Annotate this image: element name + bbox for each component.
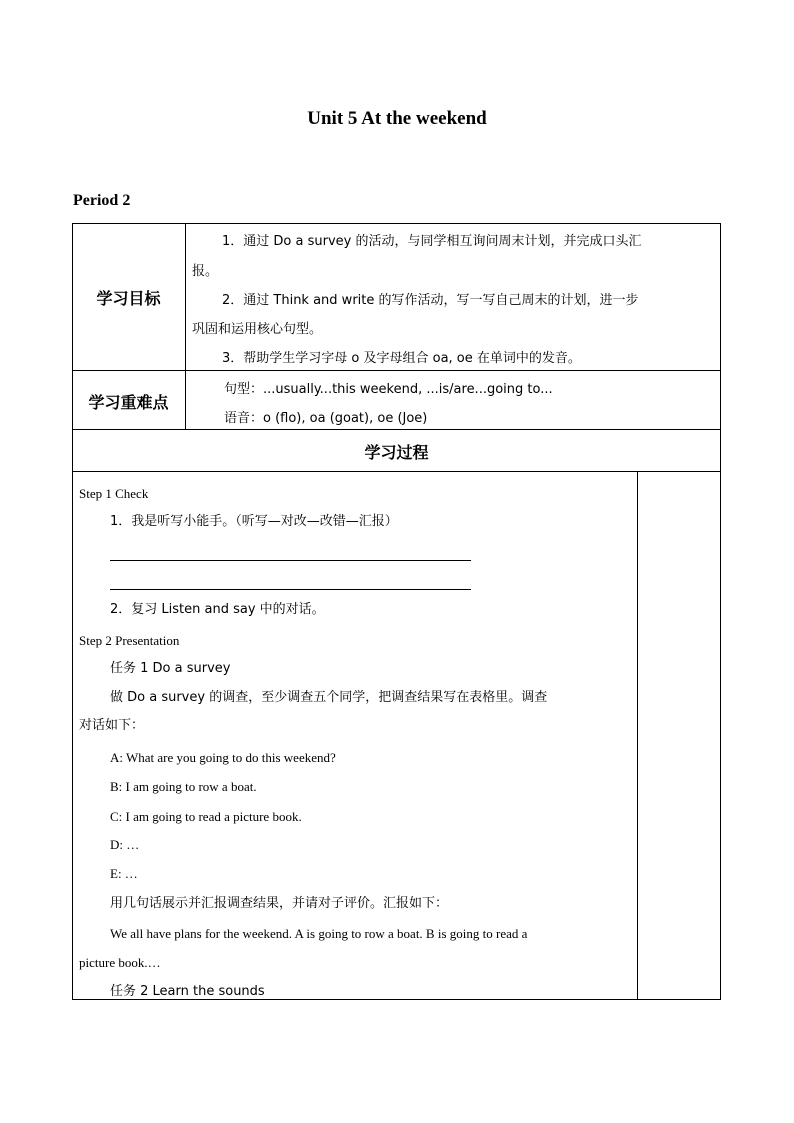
- dialog-line-d: D: …: [110, 837, 140, 852]
- key-point-sentence: 句型：...usually...this weekend, ...is/are...going to...: [224, 382, 553, 397]
- dialog-line-c: C: I am going to read a picture book.: [110, 809, 302, 824]
- lesson-table: [72, 223, 721, 1000]
- objective-2a: 2．通过 Think and write 的写作活动，写一写自己周末的计划，进一步: [222, 293, 639, 308]
- table-col-divider: [185, 223, 186, 429]
- table-col-divider: [637, 471, 638, 999]
- process-label: 学习过程: [364, 443, 429, 462]
- report-line-b: picture book.…: [79, 955, 161, 970]
- key-points-label: 学习重难点: [88, 393, 169, 412]
- table-divider: [72, 370, 721, 371]
- document-title: Unit 5 At the weekend: [307, 108, 487, 129]
- table-border-right: [720, 223, 721, 1000]
- objective-1a: 1．通过 Do a survey 的活动，与同学相互询问周末计划，并完成口头汇: [222, 234, 642, 249]
- table-border-top: [72, 223, 721, 224]
- table-border-left: [72, 223, 73, 1000]
- table-divider: [72, 429, 721, 430]
- task1-desc-a: 做 Do a survey 的调查，至少调查五个同学，把调查结果写在表格里。调查: [110, 690, 548, 705]
- dialog-line-e: E: …: [110, 866, 138, 881]
- objective-3: 3．帮助学生学习字母 o 及字母组合 oa, oe 在单词中的发音。: [222, 351, 581, 366]
- step1-item2: 2．复习 Listen and say 中的对话。: [110, 602, 325, 617]
- key-point-phonics: 语音：o (flo), oa (goat), oe (Joe): [224, 411, 428, 426]
- objective-2b: 巩固和运用核心句型。: [192, 322, 323, 337]
- dialog-line-a: A: What are you going to do this weekend?: [110, 750, 336, 765]
- task1-desc-b: 对话如下：: [79, 718, 145, 733]
- step1-item1: 1．我是听写小能手。（听写—对改—改错—汇报）: [110, 514, 398, 529]
- step1-heading: Step 1 Check: [79, 486, 149, 501]
- task1-heading: 任务 1 Do a survey: [110, 661, 231, 676]
- table-divider: [72, 471, 721, 472]
- objectives-label: 学习目标: [96, 289, 161, 308]
- blank-line-1: [110, 560, 471, 561]
- period-label: Period 2: [73, 192, 131, 209]
- blank-line-2: [110, 589, 471, 590]
- dialog-line-b: B: I am going to row a boat.: [110, 779, 257, 794]
- report-intro: 用几句话展示并汇报调查结果，并请对子评价。汇报如下：: [110, 896, 449, 911]
- report-line-a: We all have plans for the weekend. A is going to row a boat. B is going to read a: [110, 926, 528, 941]
- step2-heading: Step 2 Presentation: [79, 633, 180, 648]
- objective-1b: 报。: [192, 264, 219, 279]
- task2-heading: 任务 2 Learn the sounds: [110, 984, 265, 999]
